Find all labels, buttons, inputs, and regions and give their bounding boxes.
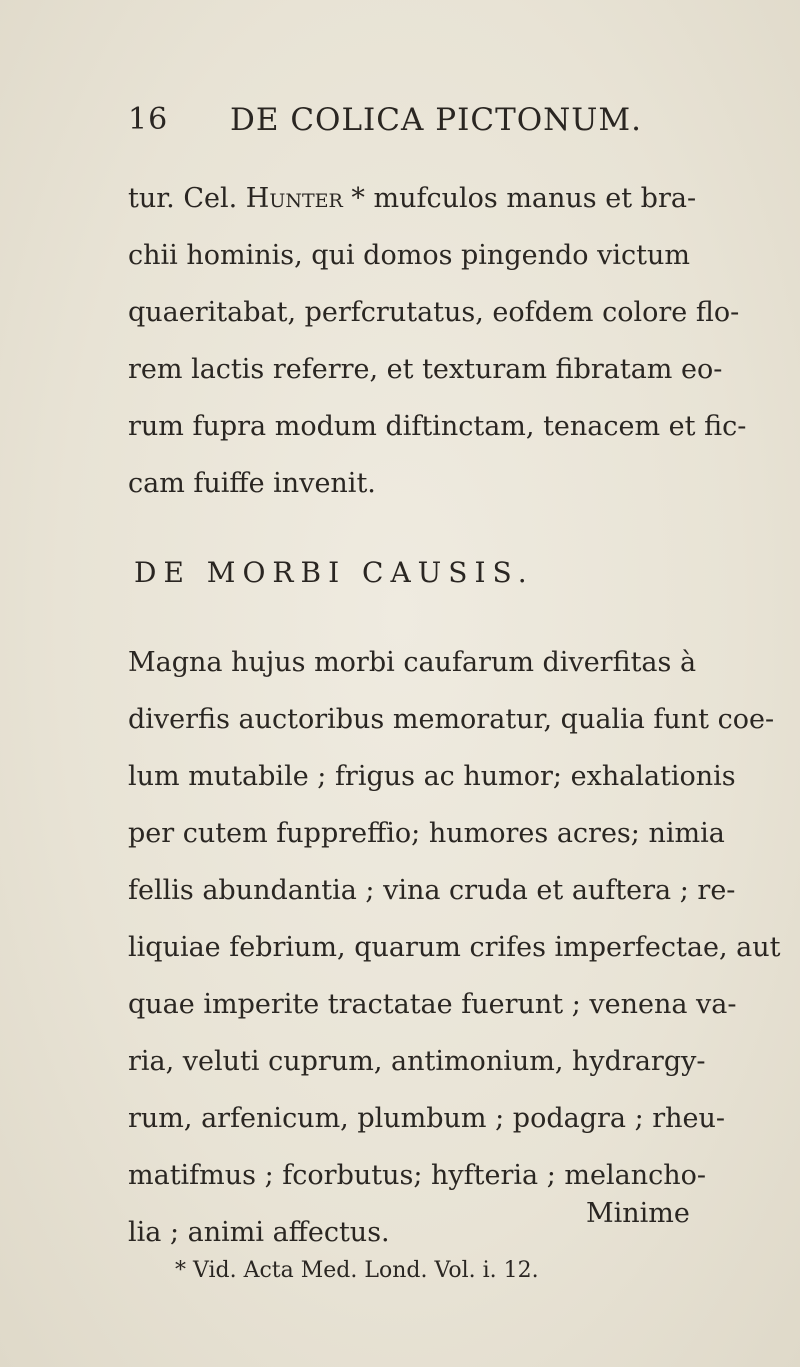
running-head: DE COLICA PICTONUM. bbox=[230, 102, 643, 138]
author-name: Hunter bbox=[245, 183, 343, 214]
text-line: per cutem fuppreffio; humores acres; nimia bbox=[128, 818, 725, 849]
text-line: quae imperite tractatae fuerunt ; venena va- bbox=[128, 989, 737, 1020]
spacer bbox=[128, 609, 668, 634]
text-line: rum, arfenicum, plumbum ; podagra ; rheu- bbox=[128, 1103, 726, 1134]
body-text bbox=[128, 170, 781, 1261]
page-number: 16 bbox=[128, 102, 169, 137]
section-heading: DE MORBI CAUSIS. bbox=[134, 556, 534, 589]
catchword: Minime bbox=[586, 1198, 690, 1229]
text-line: chii hominis, qui domos pingendo victum bbox=[128, 240, 690, 271]
text-line: matifmus ; fcorbutus; hyfteria ; melancho- bbox=[128, 1160, 706, 1191]
text-line: lum mutabile ; frigus ac humor; exhalationis bbox=[128, 761, 736, 792]
text-line: lia ; animi affectus. bbox=[128, 1217, 390, 1248]
text-line: rum fupra modum diftinctam, tenacem et fic- bbox=[128, 411, 747, 442]
text-line: fellis abundantia ; vina cruda et auftera ; re- bbox=[128, 875, 736, 906]
text-line: Magna hujus morbi caufarum diverfitas à bbox=[128, 647, 697, 678]
text-span: * mufculos manus et bra- bbox=[342, 183, 697, 214]
paragraph bbox=[128, 170, 747, 512]
spacer bbox=[128, 512, 668, 537]
text-line: cam fuiffe invenit. bbox=[128, 468, 376, 499]
paragraph bbox=[128, 634, 781, 1261]
text-span: tur. Cel. bbox=[128, 183, 246, 214]
text-line: quaeritabat, perfcrutatus, eofdem colore flo- bbox=[128, 297, 740, 328]
text-line: liquiae febrium, quarum crifes imperfectae, aut bbox=[128, 932, 781, 963]
text-line: rem lactis referre, et texturam fibratam eo- bbox=[128, 354, 723, 385]
text-line bbox=[128, 170, 697, 227]
text-line: ria, veluti cuprum, antimonium, hydrargy- bbox=[128, 1046, 706, 1077]
footnote: * Vid. Acta Med. Lond. Vol. i. 12. bbox=[175, 1258, 539, 1283]
text-line: diverfis auctoribus memoratur, qualia funt coe- bbox=[128, 704, 775, 735]
page-header bbox=[128, 102, 688, 166]
